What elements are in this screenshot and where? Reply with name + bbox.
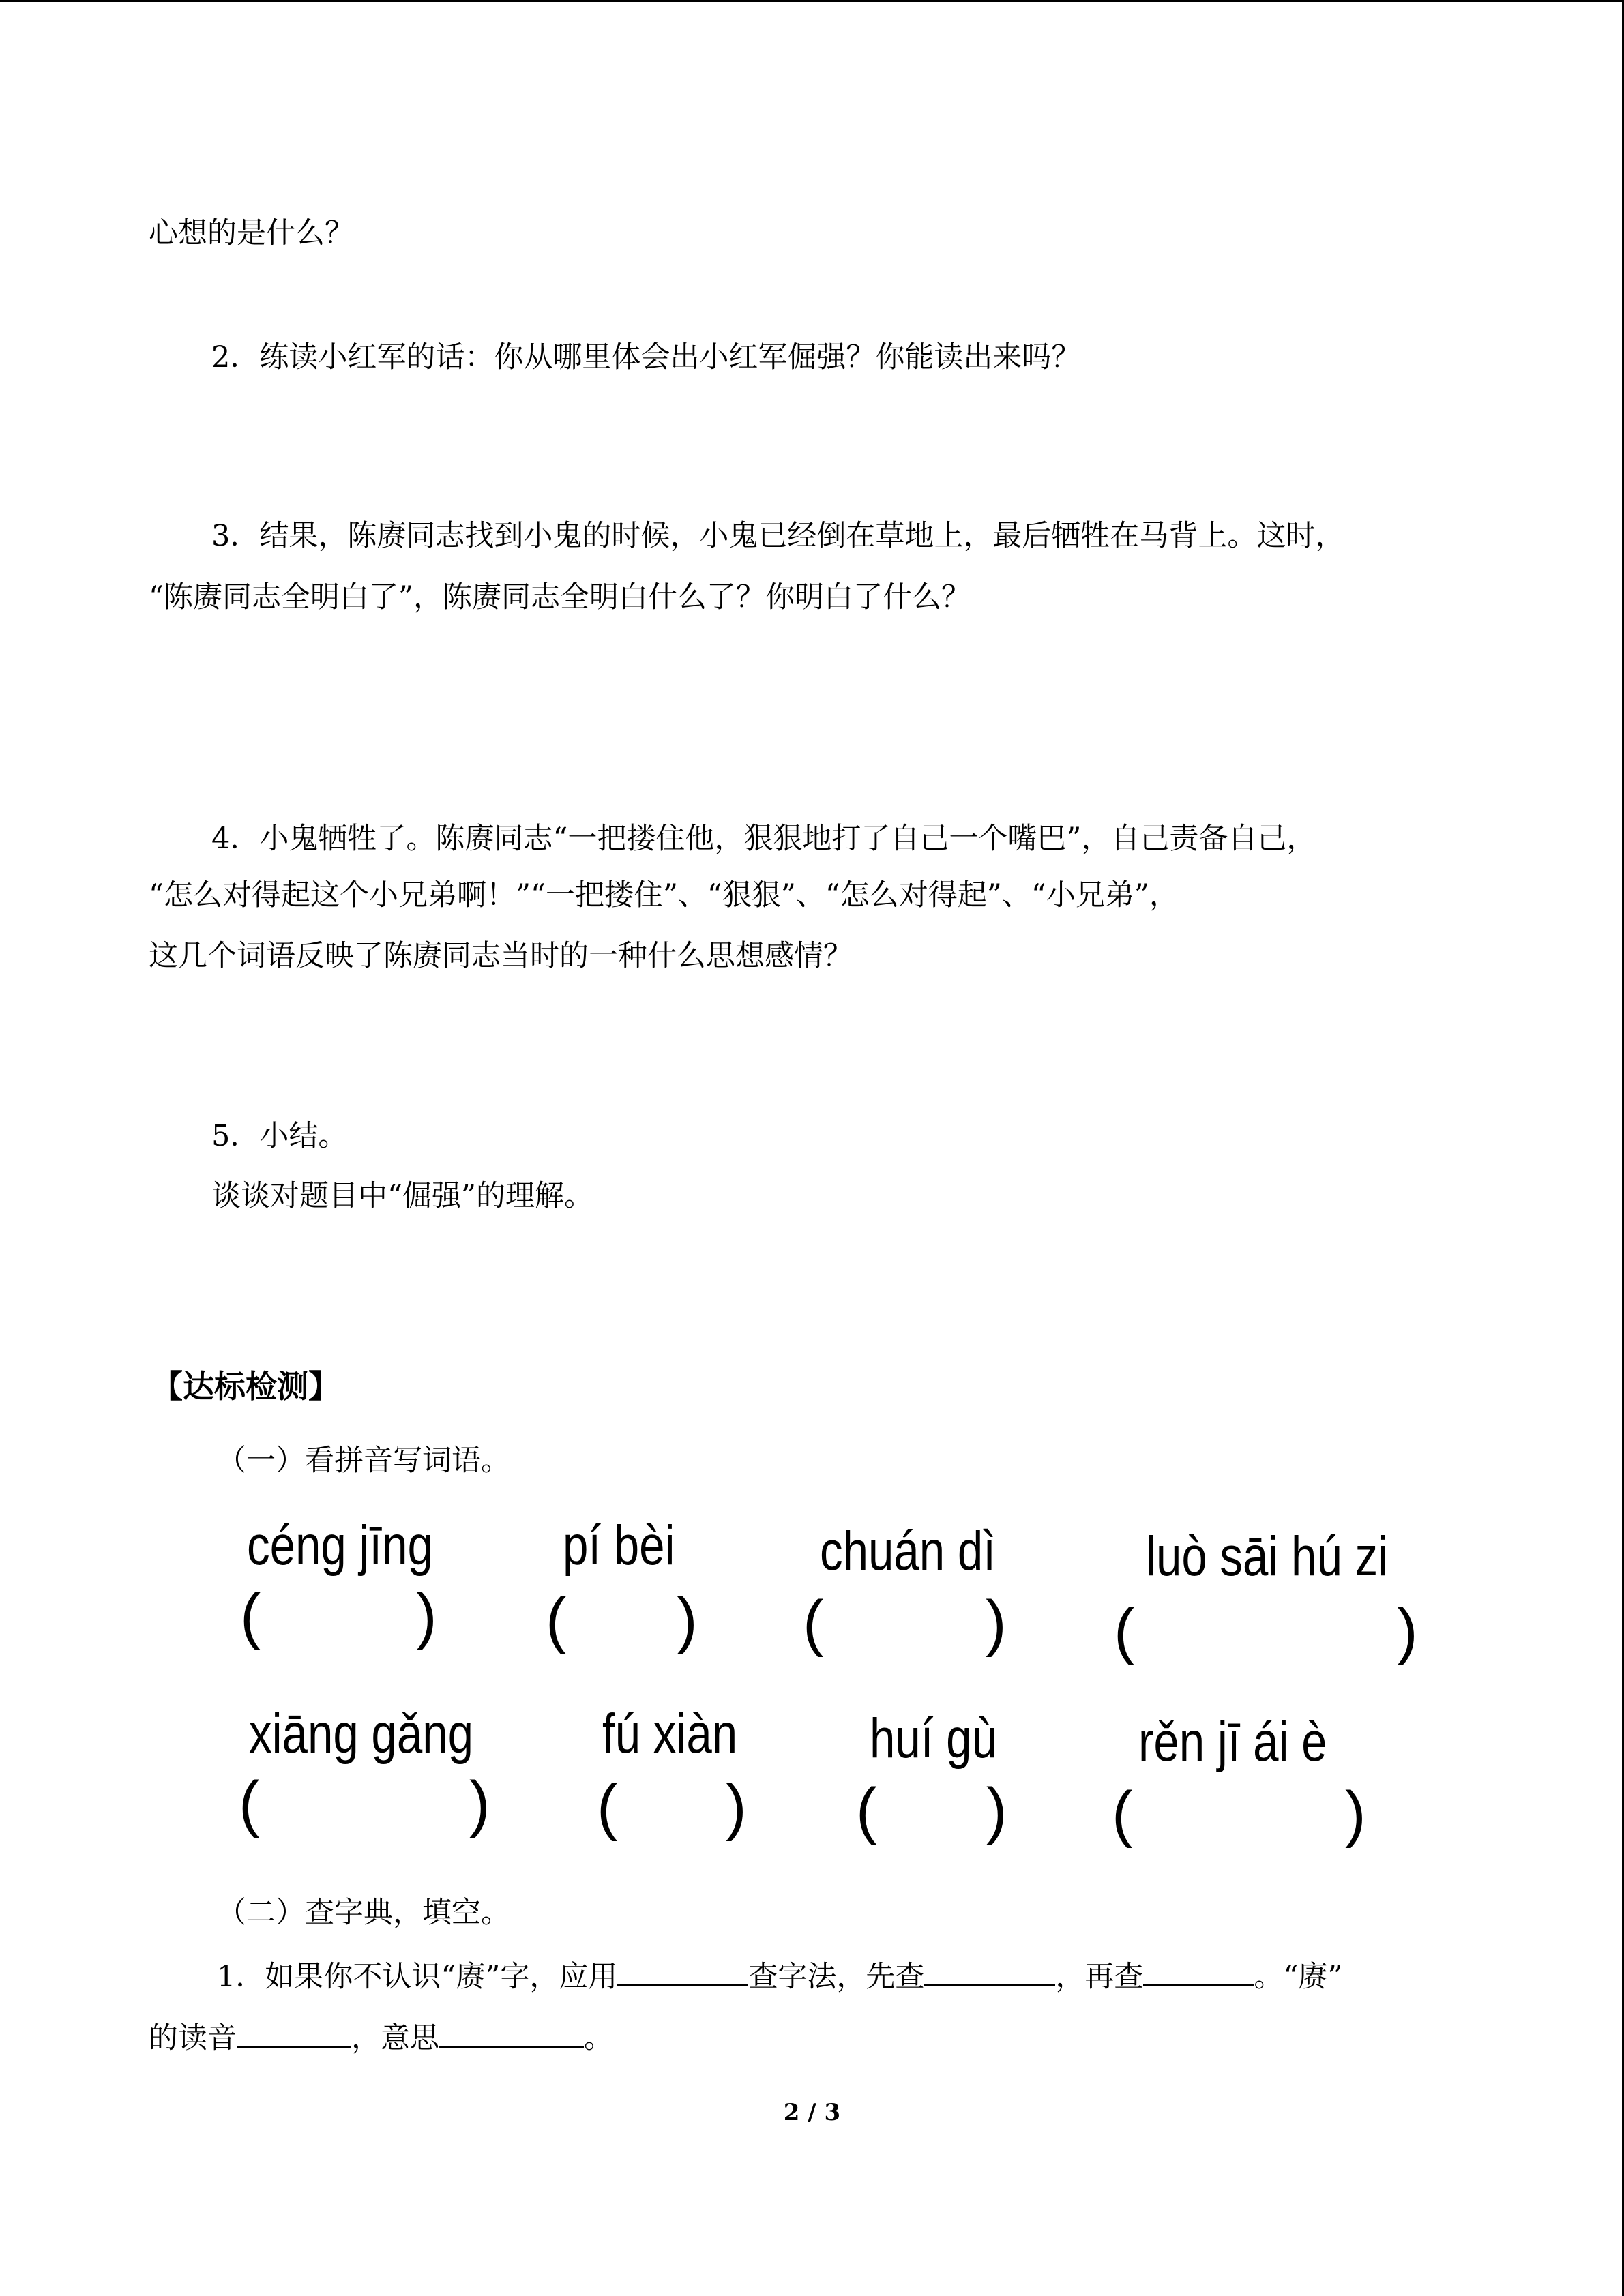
answer-paren-right: ) (726, 1772, 747, 1842)
question-2: 2．练读小红军的话：你从哪里体会出小红军倔强？你能读出来吗？ (211, 340, 1081, 374)
answer-paren-right: ) (1345, 1779, 1366, 1849)
pinyin-word: chuán dì (820, 1520, 996, 1582)
page-border-top (0, 0, 1624, 2)
fill-blank[interactable] (439, 2016, 584, 2048)
text-line: 心想的是什么？ (149, 216, 354, 250)
question-5-line-1: 5．小结。 (211, 1119, 348, 1153)
fill-text: 的读音 (149, 2021, 237, 2055)
fill-text: 查字法，先查 (748, 1960, 925, 1994)
fill-text: 1．如果你不认识“赓”字，应用 (217, 1960, 618, 1994)
page-number: 2 / 3 (783, 2099, 841, 2126)
pinyin-word: fú xiàn (602, 1703, 738, 1765)
answer-paren-left: ( (239, 1769, 260, 1838)
answer-paren-left: ( (1114, 1596, 1135, 1666)
part-2-title: （二）查字典，填空。 (217, 1896, 510, 1930)
answer-paren-left: ( (546, 1585, 567, 1655)
question-3-line-2: “陈赓同志全明白了”，陈赓同志全明白什么了？你明白了什么？ (149, 580, 971, 614)
pinyin-word: rěn jī ái è (1138, 1711, 1327, 1773)
fill-blank[interactable] (924, 1954, 1055, 1986)
fill-text: ，意思 (351, 2021, 439, 2055)
answer-paren-right: ) (986, 1588, 1007, 1658)
question-4-line-3: 这几个词语反映了陈赓同志当时的一种什么思想感情？ (149, 939, 853, 973)
fill-text: 。 (584, 2021, 613, 2055)
answer-paren-right: ) (1397, 1596, 1418, 1666)
answer-paren-left: ( (803, 1588, 824, 1658)
fill-text: 。“赓” (1254, 1960, 1343, 1994)
fill-blank[interactable] (237, 2016, 351, 2048)
fill-text: ，再查 (1055, 1960, 1144, 1994)
question-5-line-2: 谈谈对题目中“倔强”的理解。 (211, 1179, 593, 1213)
answer-paren-right: ) (469, 1769, 490, 1838)
fill-blank[interactable] (1143, 1954, 1254, 1986)
question-3-line-1: 3．结果，陈赓同志找到小鬼的时候，小鬼已经倒在草地上，最后牺牲在马背上。这时， (211, 519, 1345, 553)
fill-question-line-2 (149, 2016, 613, 2057)
fill-blank[interactable] (617, 1954, 748, 1986)
pinyin-word: pí bèi (563, 1515, 675, 1577)
question-4-line-2: “怎么对得起这个小兄弟啊！”“一把搂住”、“狠狠”、“怎么对得起”、“小兄弟”， (149, 878, 1179, 912)
part-1-title: （一）看拼音写词语。 (217, 1444, 510, 1478)
answer-paren-left: ( (1112, 1779, 1133, 1849)
fill-question-line-1 (217, 1954, 1342, 1996)
question-4-line-1: 4．小鬼牺牲了。陈赓同志“一把搂住他，狠狠地打了自己一个嘴巴”，自己责备自己， (211, 822, 1316, 856)
answer-paren-right: ) (677, 1585, 698, 1655)
answer-paren-left: ( (597, 1772, 618, 1842)
answer-paren-right: ) (986, 1776, 1007, 1845)
pinyin-word: xiāng gǎng (249, 1703, 474, 1765)
answer-paren-left: ( (240, 1581, 261, 1651)
pinyin-word: céng jīng (247, 1515, 433, 1577)
answer-paren-right: ) (416, 1581, 437, 1651)
pinyin-word: luò sāi hú zi (1146, 1525, 1389, 1587)
section-heading: 【达标检测】 (151, 1368, 340, 1405)
answer-paren-left: ( (856, 1776, 877, 1845)
pinyin-word: huí gù (870, 1708, 997, 1770)
